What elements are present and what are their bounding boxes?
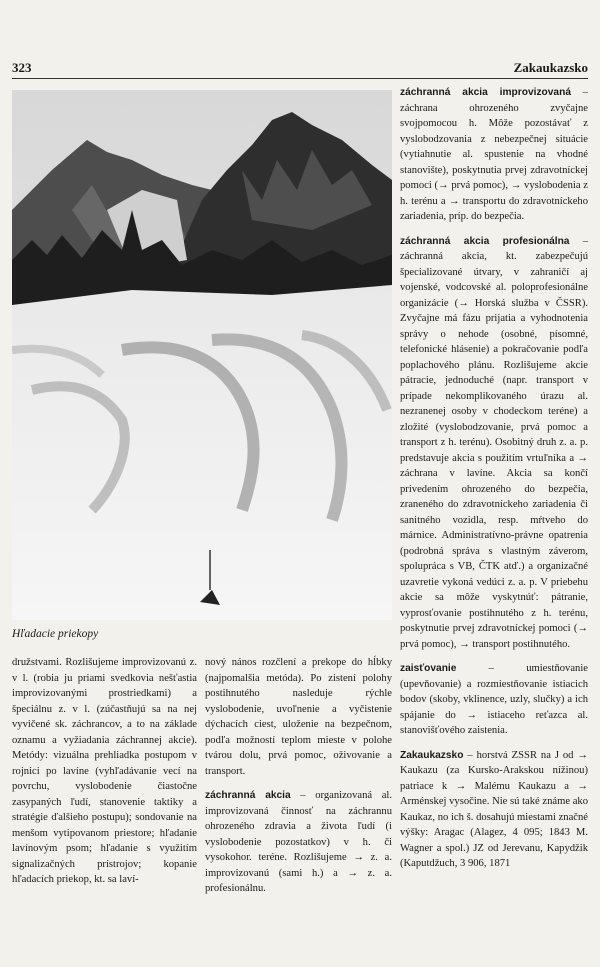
header-rule bbox=[12, 78, 588, 79]
entry-text: – záchrana ohrozeného zvyčajne svojpomocou h. Môže pozostávať z vyslobodzovania z nebezpečnej situácie (vytiahnutie al. spustenie na vhodné stanovište), poskytnutia prvej zdravotníckej pomoci (→ prvá pomoc), → vyslobodenia z h. terénu a → transportu do zdravotníckeho zariadenia, príp. do bezpečia. bbox=[400, 87, 588, 222]
entry-zachranna-akcia-improvizovana bbox=[400, 85, 588, 225]
entry-text: – umiestňovanie (upevňovanie) a rozmiestňovanie istiacich bodov (skoby, vklinence, uzly, slučky) a ich spájanie do → istiaceho reťazca al. stanovišťového zaistenia. bbox=[400, 663, 588, 736]
entry-zachranna-akcia-profesionalna bbox=[400, 234, 588, 653]
entry-term: zaisťovanie bbox=[400, 663, 457, 674]
entry-text: – horstvá ZSSR na J od → Kaukazu (za Kursko-Arakskou nížinou) patriace k → Malému Kaukazu a → Arménskej vysočine. Nie sú také známe ako Kaukaz, no ich š. dosahujú miestami značné výšky: Aragac (Alagez, 4 095; 1843 M. Wagner a spol.) JZ od Jerevanu, Kapydžik (Kaputdžuch, 3 906, 1871 bbox=[400, 749, 588, 869]
entry-term: záchranná akcia profesionálna bbox=[400, 235, 570, 247]
page-header bbox=[12, 60, 588, 80]
entry-term: záchranná akcia bbox=[205, 790, 291, 801]
running-title: Zakaukazsko bbox=[513, 60, 588, 75]
page-number: 323 bbox=[12, 60, 32, 75]
entry-term: záchranná akcia improvizovaná bbox=[400, 87, 571, 98]
entry-continuation: družstvami. Rozlišujeme improvizovanú z. v l. (robia ju priami svedkovia nešťastia improvizovanými prostriedkami) a špeciálnu z. v l. (zúčastňujú sa na nej vyvičené sk. záchrancov, a to na základe oznamu a vyžiadania záchrannej akcie). Metódy: vizuálna prehliadka postupom v rojnici po lavíne (vyhľadávanie vecí na povrchu, vyslobodenie čiastočne zasypaných ľudí, stanovenie taktiky a stratégie ďalšieho postupu); sondovanie na menšom vytipovanom priestore; hľadanie lavínovým psom; hľadanie s využitím signalizačných prístrojov; kopanie hľadacích priekop, kt. sa laví- bbox=[12, 657, 197, 885]
entry-text: – záchranná akcia, kt. zabezpečujú špecializované útvary, v zahraničí aj vojenské, vodcovské al. poloprofesionálne organizácie (→ Horská služba v ČSSR). Zvyčajne má fázu prijatia a vyhodnotenia správy o nehode (osobné, písomné, telefonické hlásenie) a pokračovanie podľa poplachového plánu. Rozlišujeme akcie pátracie, jednoduché (napr. transport v prípade nekomplikovaného úrazu al. nezranenej osoby v chodeckom teréne) a zložité (vyslobodzovanie, prvá pomoc a transport z h. terénu). Osobitný druh z. a. p. predstavuje akcia s použitím vrtuľníka a → záchrana v lavíne. Akcia sa končí privedením ohrozeného do bezpečia, zraneného do zdravotníckeho zariadenia či sanitného vozidla, resp. mŕtveho do márnice. Administratívno-právne opatrenia (podrobná správa s vlastným záverom, spolupráca s VB, ČTK atď.) a organizačné uzavretie vykoná vedúci z. a. p. V priebehu akcie sa môže vyskytnúť: pátranie, vyprosťovanie postihnutého z h. terénu, poskytnutie prvej zdravotníckej pomoci (→ prvá pomoc), → transport postihnutého. bbox=[400, 235, 588, 650]
entry-zachranna-akcia bbox=[205, 788, 392, 897]
entry-term: Zakaukazsko bbox=[400, 749, 464, 761]
middle-column bbox=[205, 655, 392, 906]
mountain-snow-photo bbox=[12, 90, 392, 620]
left-column bbox=[12, 655, 197, 897]
right-column bbox=[400, 85, 588, 881]
entry-zakaukazsko bbox=[400, 748, 588, 872]
entry-zaistovanie bbox=[400, 661, 588, 739]
entry-text: – organizovaná al. improvizovaná činnosť na záchrannu ohrozeného zdravia a života ľudí (i vyslobodenie pozostatkov) v h. či vysokohor. teréne. Rozlišujeme → z. a. improvizovanú (sami h.) a → z. a. profesionálnu. bbox=[205, 790, 392, 894]
entry-continuation: nový nános rozčlení a prekope do hĺbky (najpomalšia metóda). Po zistení polohy postihnutého nasleduje rýchle vyslobodenie, uvoľnenie a vyčistenie dýchacích ciest, uloženie na bezpečnom, podľa možností teplom mieste v polohe tvárou dolu, prvá pomoc, oživovanie a transport. bbox=[205, 657, 392, 777]
figure-caption: Hľadacie priekopy bbox=[12, 628, 99, 640]
